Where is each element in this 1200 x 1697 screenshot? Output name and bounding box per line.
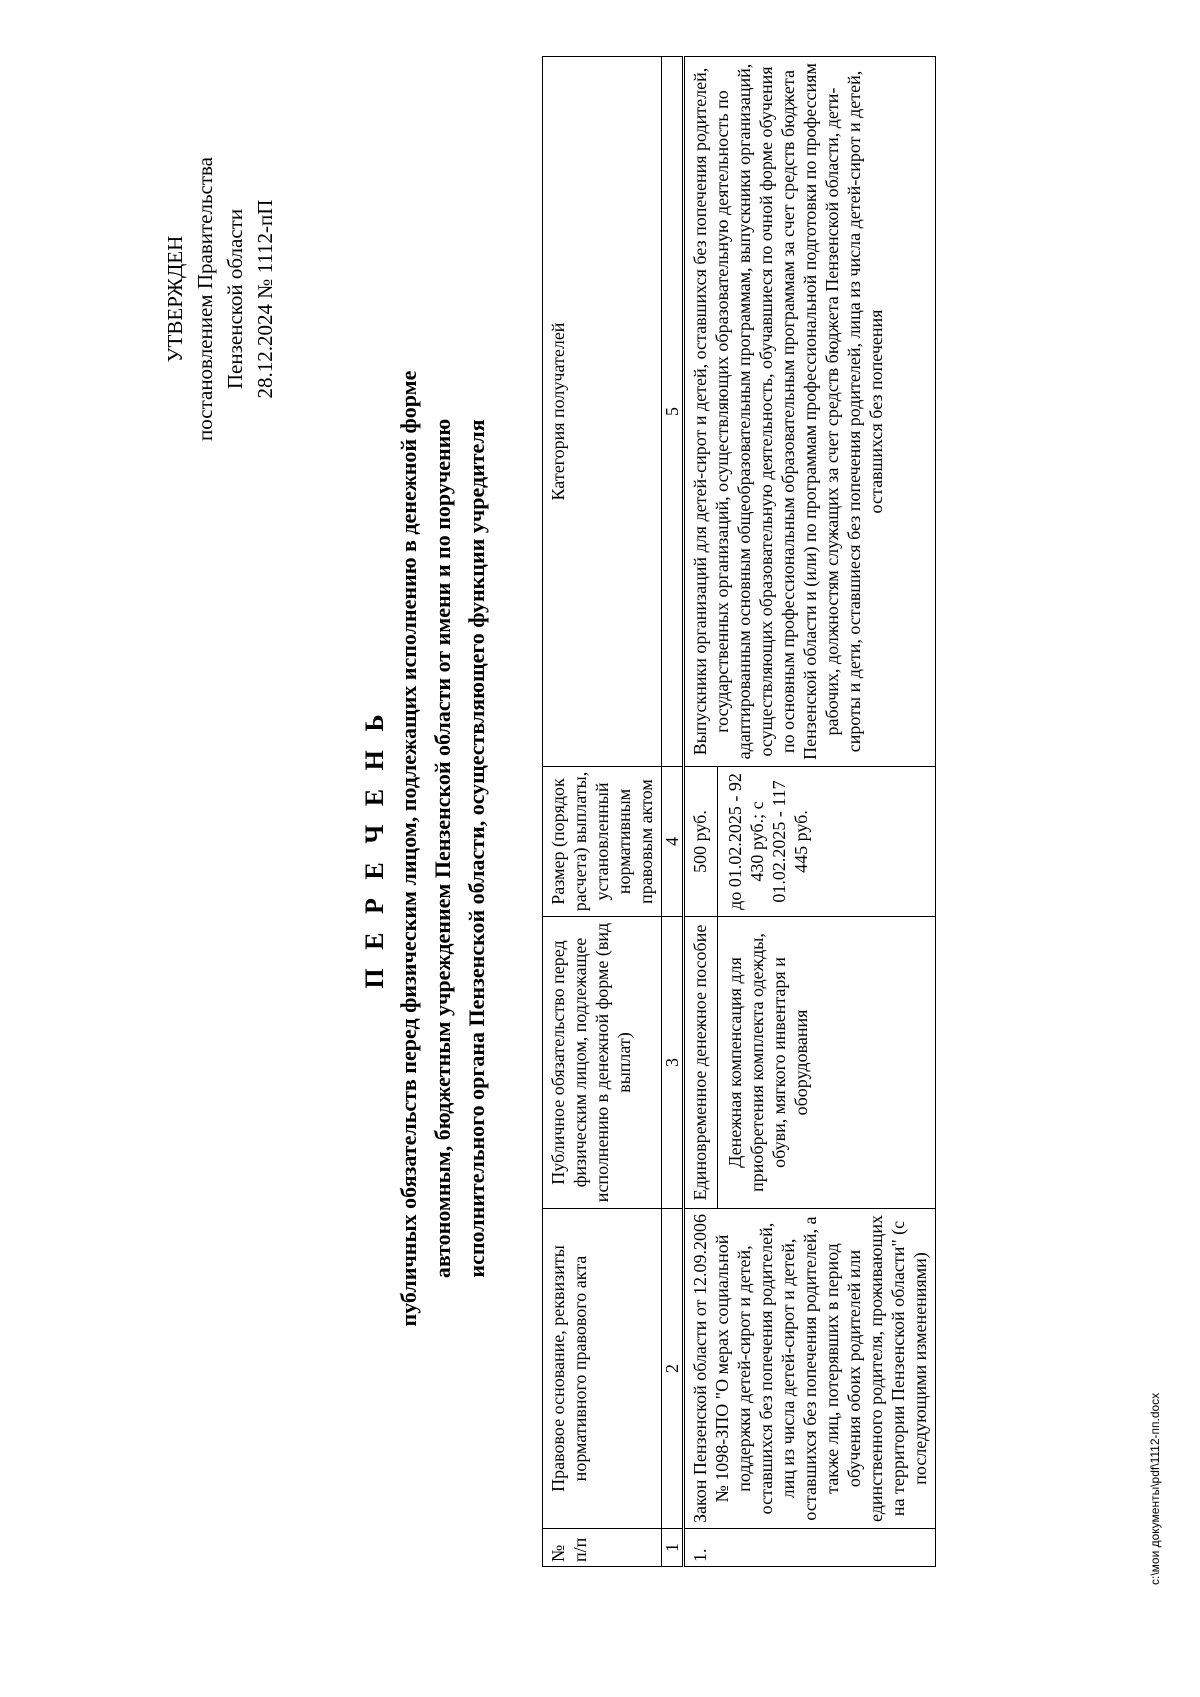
legal-basis-cell: Закон Пензенской области от 12.09.2006 № 1098-ЗПО "О мерах социальной поддержки детей-сирот и детей, оставшихся без попечения родителей, лиц из числа детей-сирот и детей, оставшихся без попечения родителей, а также лиц, потерявших в период обучения обоих родителей или единственного родителя, проживающих на территории Пензенской области" (с последующими изменениями) xyxy=(684,1209,936,1529)
row-number: 1. xyxy=(684,1529,936,1567)
column-number: 5 xyxy=(662,57,684,767)
obligation-compensation: Денежная компенсация для приобретения комплекта одежды, обуви, мягкого инвентаря и оборудования xyxy=(725,933,811,1192)
approval-status: УТВЕРЖДЕН xyxy=(163,235,187,363)
recipients-cell: Выпускники организаций для детей-сирот и детей, оставшихся без попечения родителей, государственных организаций, осуществляющих образовательную деятельность по адаптированным основным общеобразовательным программам, выпускники организаций, осуществляющих образовательную деятельность, обучавшиеся по очной форме обучения по основным профессиональным образовательным программам за счет средств бюджета Пензенской области и (или) по программам профессиональной подготовки по профессиям рабочих, должностям служащих за счет средств бюджета Пензенской области, дети-сироты и дети, оставшиеся без попечения родителей, лица из числа детей-сирот и детей, оставшихся без попечения xyxy=(684,57,936,767)
amount-cell xyxy=(684,767,936,917)
column-number: 3 xyxy=(662,917,684,1209)
header-number: № п/п xyxy=(543,1529,662,1567)
header-legal-basis: Правовое основание, реквизиты нормативного правового акта xyxy=(543,1209,662,1529)
file-path-footer: c:\мои документы\pdf\1112-пп.docx xyxy=(1148,1392,1162,1585)
header-amount: Размер (порядок расчета) выплаты, установленный нормативным правовым актом xyxy=(543,767,662,917)
obligations-table xyxy=(542,56,936,1567)
amount-lump-sum: 500 руб. xyxy=(685,767,718,916)
column-number-row xyxy=(662,57,684,1567)
table-row xyxy=(684,57,936,1567)
title-line-3: исполнительного органа Пензенской области, осуществляющего функции учредителя xyxy=(464,419,489,1278)
approval-block xyxy=(160,89,280,509)
approval-date-number: 28.12.2024 № 1112-пП xyxy=(253,199,277,399)
column-number: 4 xyxy=(662,767,684,917)
column-number: 2 xyxy=(662,1209,684,1529)
table-header-row xyxy=(543,57,662,1567)
approval-authority: постановлением Правительства xyxy=(193,157,217,442)
title-line-1: публичных обязательств перед физическим лицом, подлежащих исполнению в денежной форме xyxy=(396,370,421,1327)
title-heading: П Е Р Е Ч Е Н Ь xyxy=(360,708,389,989)
approval-region: Пензенской области xyxy=(223,208,247,390)
obligation-cell xyxy=(684,917,936,1209)
header-recipients: Категория получателей xyxy=(543,57,662,767)
title-line-2: автономным, бюджетным учреждением Пензенской области от имени и по поручению xyxy=(430,418,455,1279)
document-title xyxy=(358,0,494,1697)
obligation-lump-sum: Единовременное денежное пособие xyxy=(685,917,718,1208)
header-obligation: Публичное обязательство перед физическим лицом, подлежащее исполнению в денежной форме (вид выплат) xyxy=(543,917,662,1209)
column-number: 1 xyxy=(662,1529,684,1567)
amount-compensation: до 01.02.2025 - 92 430 руб.; с 01.02.2025 - 117 445 руб. xyxy=(725,773,811,910)
